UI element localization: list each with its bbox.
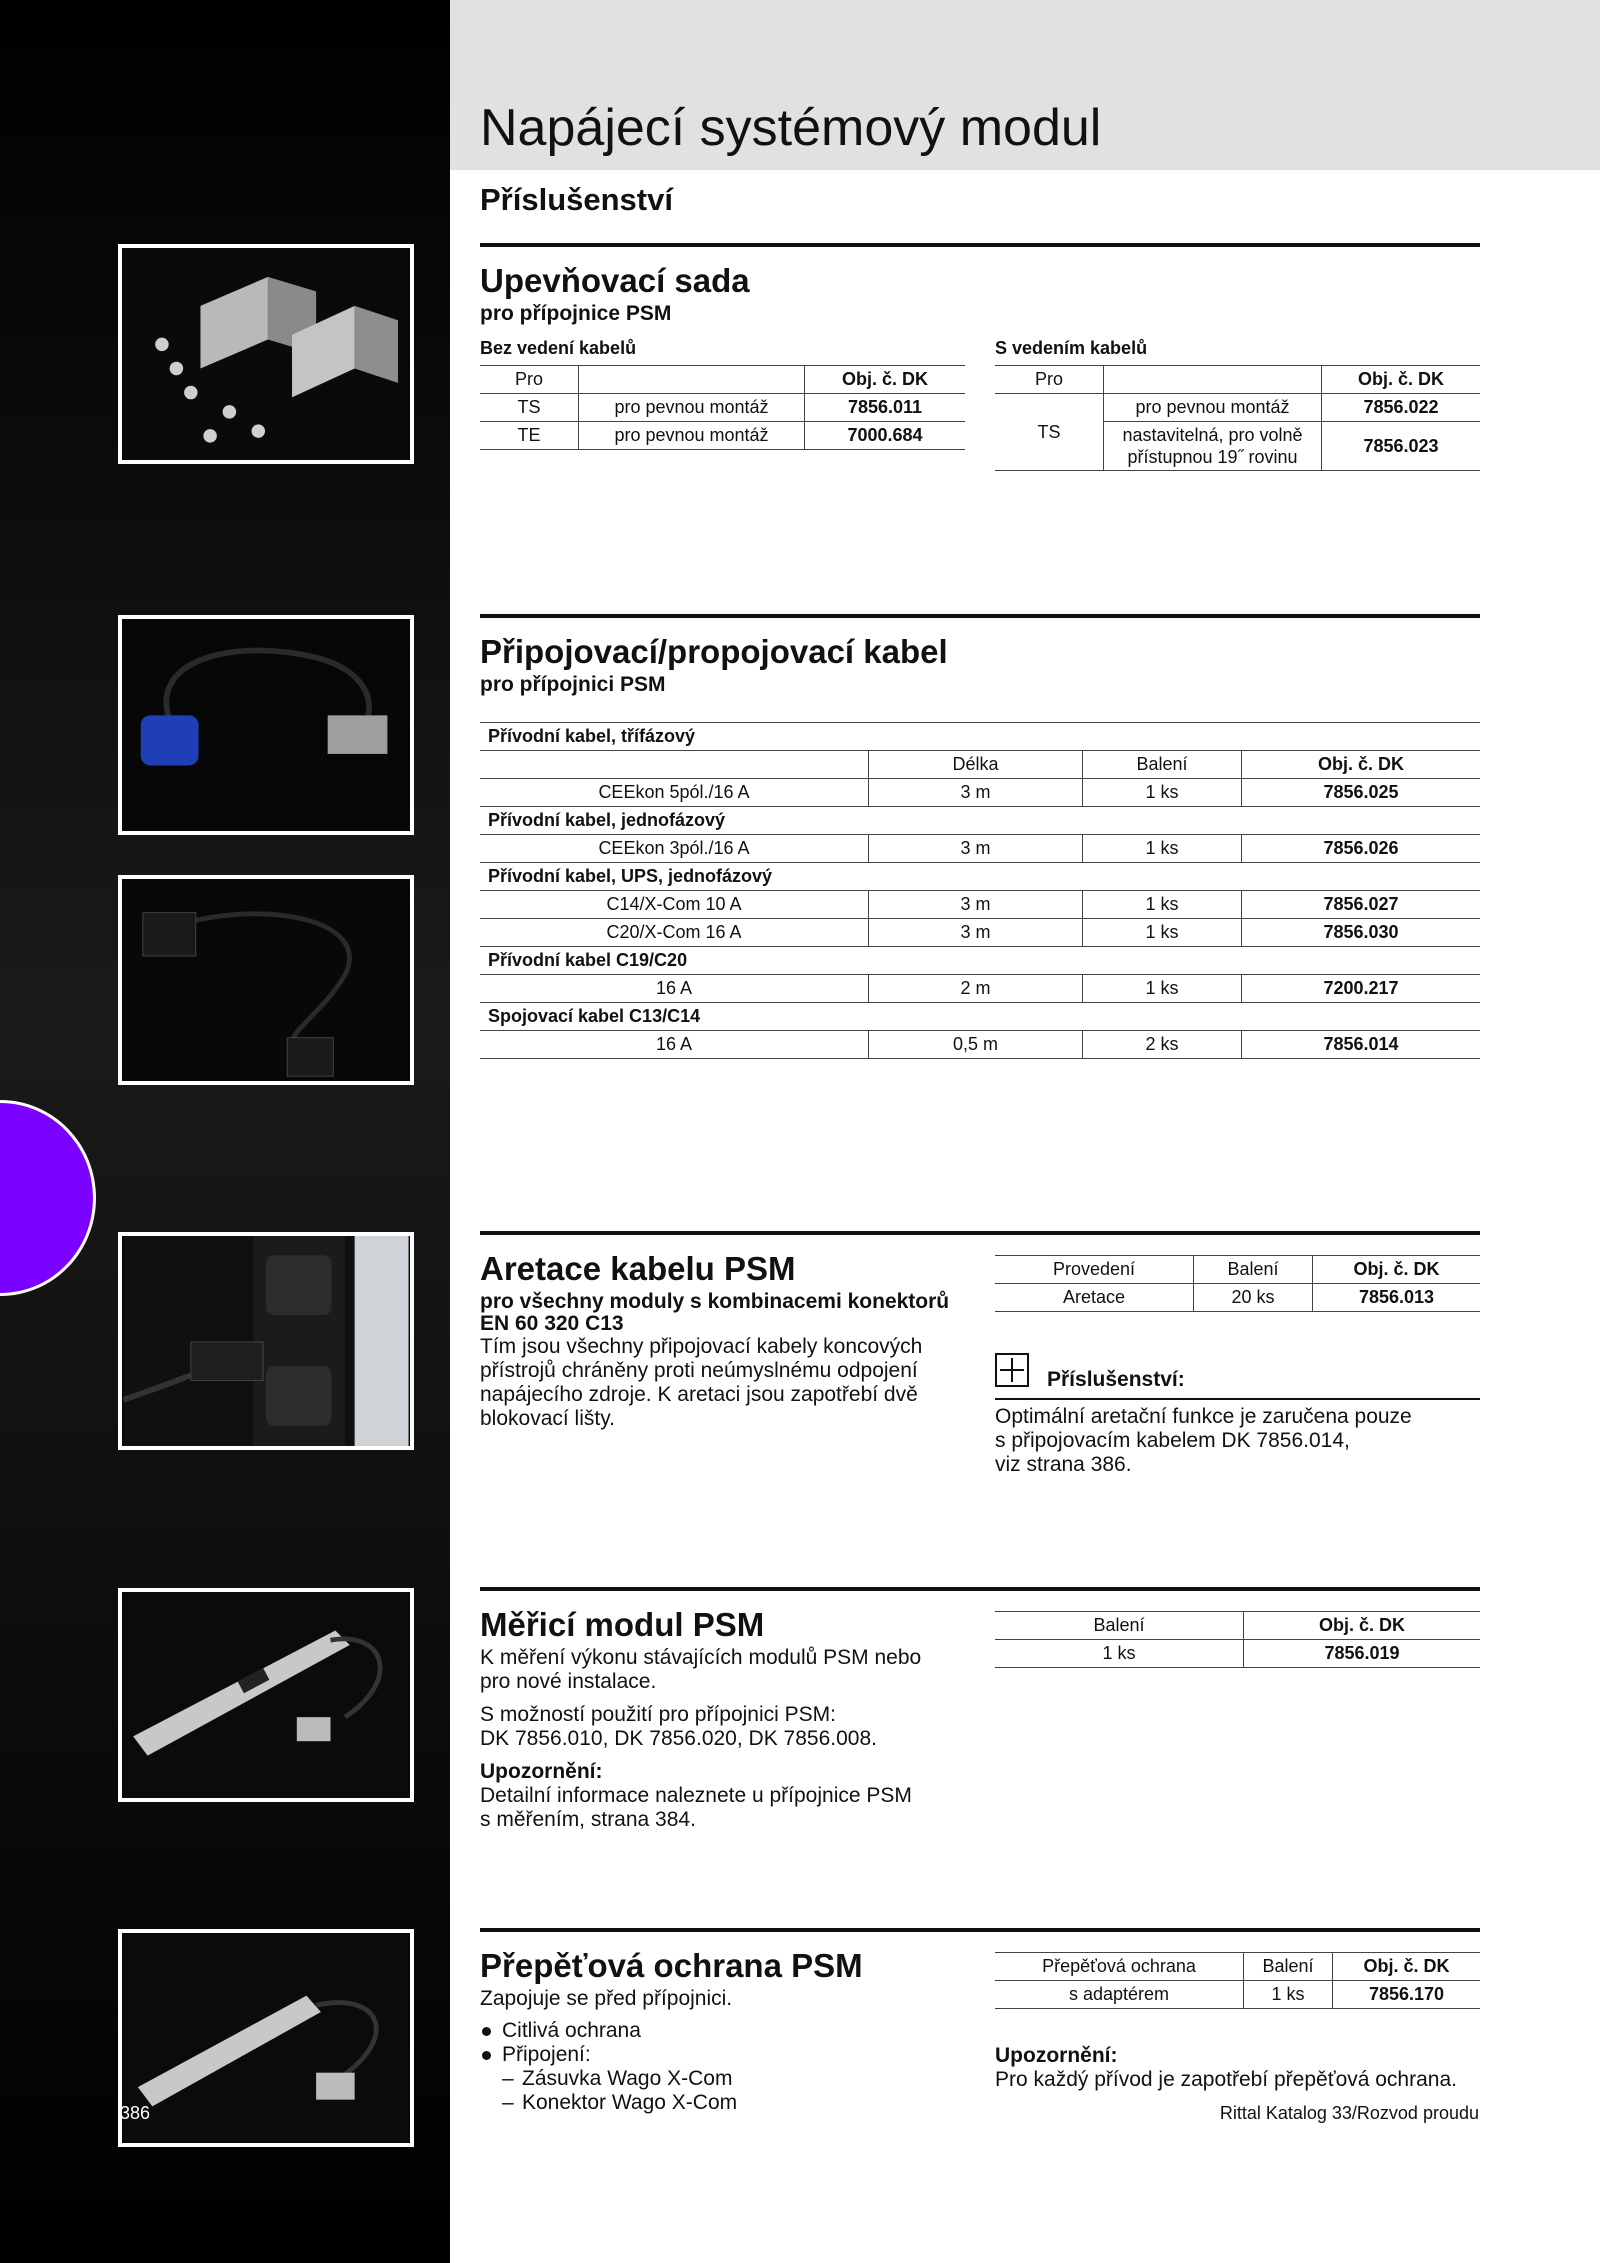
col-desc (579, 366, 805, 394)
cable-table (480, 722, 1480, 1059)
col-pack: Balení (995, 1612, 1244, 1640)
group-name: Přívodní kabel, UPS, jednofázový (480, 863, 1480, 891)
surge-protection-title: Přepěťová ochrana PSM (480, 1947, 863, 1984)
table-caption-with-cable: S vedením kabelů (995, 338, 1148, 358)
table-row (480, 779, 1480, 807)
list-subitem: – Zásuvka Wago X-Com (480, 2067, 737, 2091)
text-line: s měřením, strana 384. (480, 1808, 696, 1831)
list-item: Připojení: (480, 2043, 737, 2067)
cell-pro: TS (995, 394, 1104, 471)
cell-length: 3 m (869, 919, 1083, 947)
table-header-row (995, 1953, 1480, 1981)
text-line: Optimální aretační funkce je zaručena pouze (995, 1405, 1412, 1428)
cell-obj: 7856.026 (1242, 835, 1481, 863)
col-length: Délka (869, 751, 1083, 779)
table-header-row (995, 1612, 1480, 1640)
metering-module-illustration (122, 1592, 410, 1798)
group-name: Přívodní kabel C19/C20 (480, 947, 1480, 975)
text-line: s připojovacím kabelem DK 7856.014, (995, 1429, 1350, 1452)
group-row (480, 723, 1480, 751)
section-divider (480, 1231, 1480, 1235)
surge-intro: Zapojuje se před přípojnici. (480, 1987, 733, 2010)
text-line: blokovací lišty. (480, 1407, 615, 1430)
col-obj: Obj. č. DK (1244, 1612, 1481, 1640)
table-row (480, 422, 965, 450)
page-number: 386 (120, 2103, 151, 2123)
table-row (480, 835, 1480, 863)
group-name: Přívodní kabel, jednofázový (480, 807, 1480, 835)
cell-pack: 1 ks (1244, 1981, 1333, 2009)
cell-pro: TS (480, 394, 579, 422)
cable-lock-subtitle-1: pro všechny moduly s kombinacemi konektorů (480, 1290, 950, 1313)
page-subtitle: Příslušenství (480, 182, 673, 217)
section-divider (480, 1587, 1480, 1591)
cell-pro: TE (480, 422, 579, 450)
cell-variant: Aretace (995, 1284, 1194, 1312)
cell-length: 0,5 m (869, 1031, 1083, 1059)
mounting-kit-title: Upevňovací sada (480, 262, 750, 299)
table-row (480, 891, 1480, 919)
list-subitem: – Konektor Wago X-Com (480, 2091, 737, 2115)
col-obj: Obj. č. DK (1322, 366, 1481, 394)
group-row (480, 1003, 1480, 1031)
cell-desc-line1: nastavitelná, pro volně (1122, 425, 1303, 445)
cee-cable-illustration (122, 619, 410, 831)
mounting-kit-table-right (995, 365, 1480, 471)
col-pack: Balení (1083, 751, 1242, 779)
col-obj: Obj. č. DK (805, 366, 966, 394)
cell-length: 2 m (869, 975, 1083, 1003)
cell-desc: pro pevnou montáž (579, 422, 805, 450)
cable-lock-title: Aretace kabelu PSM (480, 1250, 796, 1287)
cable-lock-description (480, 1335, 950, 1431)
cell-pack: 1 ks (995, 1640, 1244, 1668)
col-variant: Provedení (995, 1256, 1194, 1284)
cell-obj: 7856.013 (1313, 1284, 1481, 1312)
col-obj: Obj. č. DK (1313, 1256, 1481, 1284)
col-desc (1104, 366, 1322, 394)
cell-desc (1104, 422, 1322, 471)
section-divider (480, 1928, 1480, 1932)
plus-icon (995, 1353, 1029, 1387)
mounting-kit-table-left (480, 365, 965, 450)
col-type: Přepěťová ochrana (995, 1953, 1244, 1981)
cell-obj: 7856.025 (1242, 779, 1481, 807)
text-line: Detailní informace naleznete u přípojnice PSM (480, 1784, 912, 1807)
cell-type: 16 A (480, 1031, 869, 1059)
page-title: Napájecí systémový modul (480, 99, 1102, 157)
cell-pack: 1 ks (1083, 779, 1242, 807)
table-header-row (995, 1256, 1480, 1284)
table-row (995, 1284, 1480, 1312)
cell-pack: 1 ks (1083, 919, 1242, 947)
catalog-reference: Rittal Katalog 33/Rozvod proudu (1219, 2103, 1479, 2123)
cable-title: Připojovací/propojovací kabel (480, 633, 948, 670)
surge-protection-table (995, 1952, 1480, 2009)
group-row (480, 947, 1480, 975)
col-type (480, 751, 869, 779)
iec-cable-illustration (122, 879, 410, 1081)
cell-type: C20/X-Com 16 A (480, 919, 869, 947)
mounting-kit-photo (118, 244, 414, 464)
col-obj: Obj. č. DK (1242, 751, 1481, 779)
cell-obj: 7856.014 (1242, 1031, 1481, 1059)
cell-desc: pro pevnou montáž (579, 394, 805, 422)
cable-lock-photo (118, 1232, 414, 1450)
section-divider (480, 614, 1480, 618)
surge-note: Pro každý přívod je zapotřebí přepěťová ochrana. (995, 2068, 1457, 2091)
cell-desc-line2: přístupnou 19˝ rovinu (1127, 447, 1298, 467)
cell-obj: 7856.011 (805, 394, 966, 422)
group-row (480, 807, 1480, 835)
col-pro: Pro (480, 366, 579, 394)
col-pack: Balení (1244, 1953, 1333, 1981)
table-row (995, 1981, 1480, 2009)
metering-module-title: Měřicí modul PSM (480, 1606, 765, 1643)
cell-obj: 7856.023 (1322, 422, 1481, 471)
cell-pack: 1 ks (1083, 891, 1242, 919)
table-row (480, 1031, 1480, 1059)
surge-note-label: Upozornění: (995, 2044, 1118, 2067)
text-line: přístrojů chráněny proti neúmyslnému odpojení (480, 1359, 918, 1382)
text-line: K měření výkonu stávajících modulů PSM nebo (480, 1646, 922, 1669)
accessory-label: Příslušenství: (1047, 1368, 1185, 1391)
cell-obj: 7856.019 (1244, 1640, 1481, 1668)
cell-type: s adaptérem (995, 1981, 1244, 2009)
cell-length: 3 m (869, 835, 1083, 863)
metering-note-label: Upozornění: (480, 1760, 603, 1783)
table-caption-without-cable: Bez vedení kabelů (480, 338, 637, 358)
text-line: Tím jsou všechny připojovací kabely koncových (480, 1335, 923, 1358)
table-row (480, 919, 1480, 947)
cell-pack: 2 ks (1083, 1031, 1242, 1059)
accessory-divider (995, 1398, 1480, 1400)
group-name: Spojovací kabel C13/C14 (480, 1003, 1480, 1031)
text-line: DK 7856.010, DK 7856.020, DK 7856.008. (480, 1727, 877, 1750)
three-phase-cable-photo (118, 615, 414, 835)
text-line: pro nové instalace. (480, 1670, 657, 1693)
metering-module-photo (118, 1588, 414, 1802)
cell-obj: 7856.170 (1333, 1981, 1481, 2009)
col-obj: Obj. č. DK (1333, 1953, 1481, 1981)
cable-lock-illustration (122, 1236, 410, 1446)
cell-pack: 1 ks (1083, 835, 1242, 863)
metering-intro (480, 1646, 970, 1694)
text-line: S možností použití pro přípojnici PSM: (480, 1703, 836, 1726)
table-header-row (480, 751, 1480, 779)
cell-pack: 1 ks (1083, 975, 1242, 1003)
cell-length: 3 m (869, 891, 1083, 919)
cell-obj: 7856.027 (1242, 891, 1481, 919)
table-row (995, 394, 1480, 422)
cell-type: 16 A (480, 975, 869, 1003)
table-row (480, 975, 1480, 1003)
cell-desc: pro pevnou montáž (1104, 394, 1322, 422)
mounting-kit-subtitle: pro přípojnice PSM (480, 302, 672, 325)
cell-pack: 20 ks (1194, 1284, 1313, 1312)
group-row (480, 863, 1480, 891)
cable-subtitle: pro přípojnici PSM (480, 673, 666, 696)
surge-protection-illustration (122, 1933, 410, 2143)
text-line: viz strana 386. (995, 1453, 1132, 1476)
section-divider (480, 243, 1480, 247)
metering-compat (480, 1703, 970, 1751)
metering-module-table (995, 1611, 1480, 1668)
cell-type: CEEkon 3pól./16 A (480, 835, 869, 863)
cell-obj: 7856.030 (1242, 919, 1481, 947)
ups-cable-photo (118, 875, 414, 1085)
mounting-kit-illustration (122, 248, 410, 460)
table-row (480, 394, 965, 422)
table-header-row (480, 366, 965, 394)
cell-type: C14/X-Com 10 A (480, 891, 869, 919)
metering-note (480, 1784, 970, 1832)
group-name: Přívodní kabel, třífázový (480, 723, 1480, 751)
surge-features-list (480, 2019, 737, 2115)
list-item: Citlivá ochrana (480, 2019, 737, 2043)
cell-type: CEEkon 5pól./16 A (480, 779, 869, 807)
cell-obj: 7856.022 (1322, 394, 1481, 422)
cell-length: 3 m (869, 779, 1083, 807)
table-header-row (995, 366, 1480, 394)
cable-lock-subtitle-2: EN 60 320 C13 (480, 1312, 624, 1335)
col-pack: Balení (1194, 1256, 1313, 1284)
cell-obj: 7200.217 (1242, 975, 1481, 1003)
cable-lock-table (995, 1255, 1480, 1312)
surge-protection-photo (118, 1929, 414, 2147)
text-line: napájecího zdroje. K aretaci jsou zapotřebí dvě (480, 1383, 918, 1406)
accessory-text (995, 1405, 1480, 1477)
col-pro: Pro (995, 366, 1104, 394)
table-row (995, 1640, 1480, 1668)
cell-obj: 7000.684 (805, 422, 966, 450)
